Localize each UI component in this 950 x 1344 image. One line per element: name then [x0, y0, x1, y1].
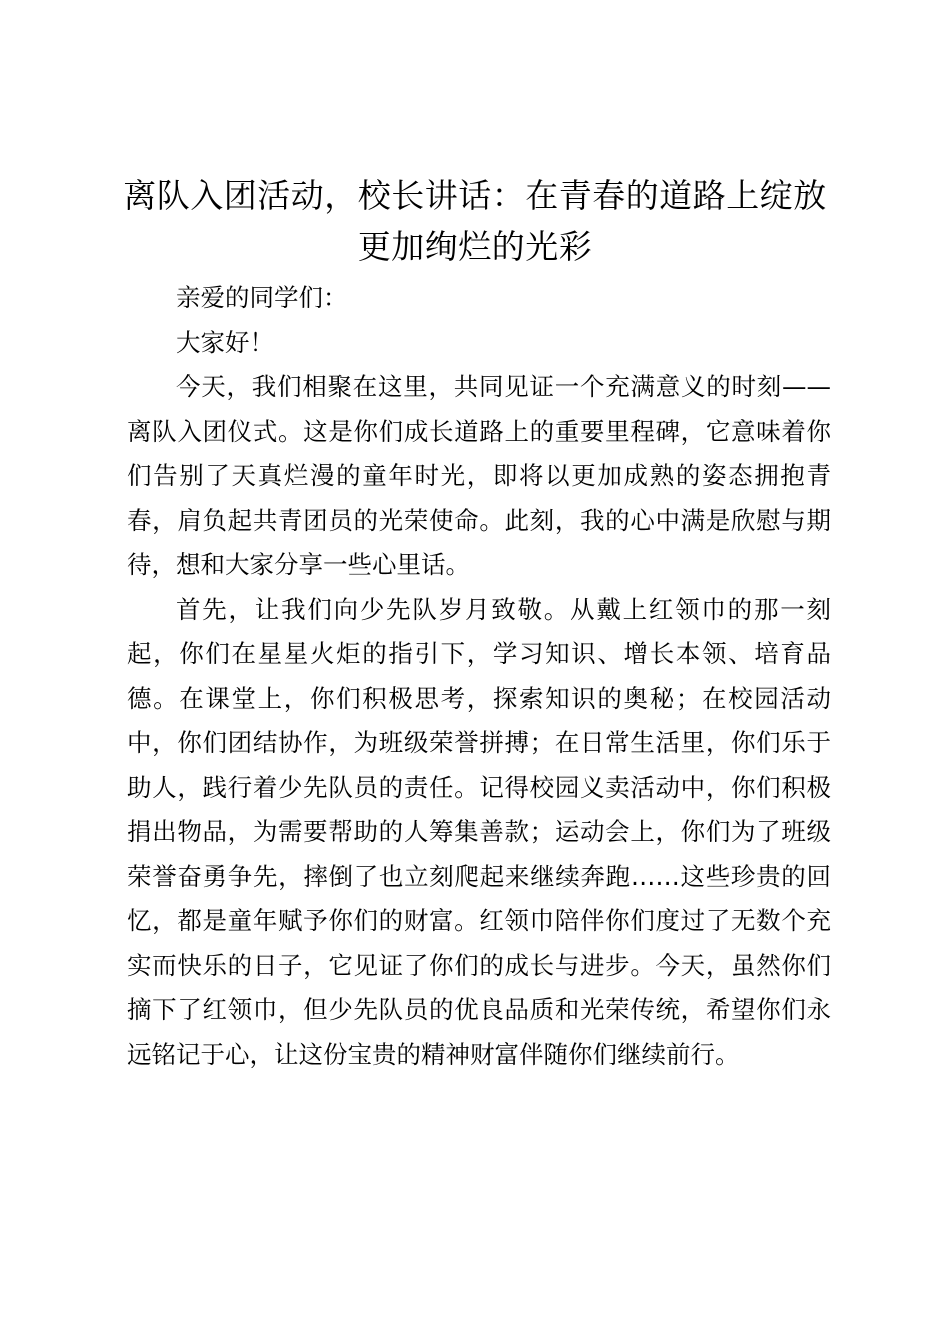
body-paragraph: 今天，我们相聚在这里，共同见证一个充满意义的时刻——离队入团仪式。这是你们成长道路上的重要里程碑，它意味着你们告别了天真烂漫的童年时光，即将以更加成熟的姿态拥抱青春，肩负起共青团员的光荣使命。此刻，我的心中满是欣慰与期待，想和大家分享一些心里话。	[127, 372, 831, 579]
salutation-paragraph: 亲爱的同学们：	[176, 283, 348, 312]
body-paragraph: 首先，让我们向少先队岁月致敬。从戴上红领巾的那一刻起，你们在星星火炬的指引下，学习知识、增长本领、培育品德。在课堂上，你们积极思考，探索知识的奥秘；在校园活动中，你们团结协作，为班级荣誉拼搏；在日常生活里，你们乐于助人，践行着少先队员的责任。记得校园义卖活动中，你们积极捐出物品，为需要帮助的人筹集善款；运动会上，你们为了班级荣誉奋勇争先，摔倒了也立刻爬起来继续奔跑……这些珍贵的回忆，都是童年赋予你们的财富。红领巾陪伴你们度过了无数个充实而快乐的日子，它见证了你们的成长与进步。今天，虽然你们摘下了红领巾，但少先队员的优良品质和光荣传统，希望你们永远铭记于心，让这份宝贵的精神财富伴随你们继续前行。	[127, 594, 831, 1069]
document-body	[127, 276, 831, 1077]
document-title: 离队入团活动，校长讲话：在青春的道路上绽放更加绚烂的光彩	[123, 176, 827, 266]
greeting-paragraph: 大家好！	[176, 327, 274, 357]
